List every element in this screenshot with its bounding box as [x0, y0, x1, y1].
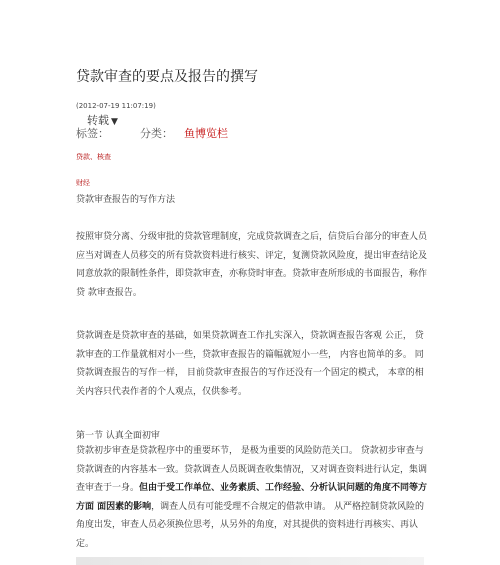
tag-link-loan[interactable]: 贷款	[76, 153, 90, 161]
paragraph-line	[76, 479, 428, 498]
category-link[interactable]: 鱼博览栏	[184, 127, 228, 140]
meta-row	[76, 125, 228, 141]
article-title: 贷款审查的要点及报告的撰写	[76, 69, 258, 85]
paragraph-line: 贷款调查报告的写作一样， 目前贷款审查报告的写作还没有一个固定的模式， 本章的相	[76, 368, 424, 378]
plain-text: ，调查人员有可能受理不合规定的借款申请。 从严格控制贷款风险的	[151, 501, 425, 512]
tags-label: 标签：	[76, 127, 109, 140]
repost-label: 转载	[87, 114, 109, 127]
paragraph-line: 贷款调查是贷款审查的基础，如果贷款调查工作扎实深入，贷款调查报告客观 公正， 贷	[76, 331, 424, 341]
bold-text: 但由于受工作单位、业务素质、工作经验、分析认识问题的角度不同等方	[139, 483, 428, 493]
paragraph-3	[76, 442, 428, 553]
plain-text: 查审查于一身。	[76, 483, 140, 493]
tag-separator: 、	[90, 153, 97, 161]
paragraph-line	[76, 498, 424, 517]
dropdown-arrow-icon: ▼	[111, 117, 118, 127]
paragraph-line: 贷款调查的内容基本一致。贷款调查人员既调查收集情况，又对调查资料进行认定，集调	[76, 464, 428, 475]
faded-text-row	[76, 557, 424, 565]
section-heading-1: 第一节 认真全面初审	[76, 431, 160, 441]
paragraph-line: 按照审贷分离、分级审批的贷款管理制度，完成贷款调查之后，信贷后台部分的审查人员	[76, 232, 428, 242]
article-subtitle: 贷款审查报告的写作方法	[76, 195, 176, 205]
publish-timestamp: (2012-07-19 11:07:19)	[76, 102, 156, 110]
paragraph-line: 角度出发，审查人员必须换位思考，从另外的角度，对其提供的资料进行再核实、再认	[76, 520, 419, 530]
paragraph-line: 应当对调查人员移交的所有贷款资料进行核实、评定，复测贷款风险度，提出审查结论及	[76, 250, 428, 261]
bold-text: 方面 面因素的影响	[76, 501, 152, 512]
paragraph-line: 关内容只代表作者的个人观点，仅供参考。	[76, 386, 248, 397]
category-label: 分类：	[140, 127, 173, 140]
paragraph-1	[76, 228, 428, 302]
paragraph-line: 款审查的工作量就相对小一些，贷款审查报告的篇幅就短小一些， 内容也简单的多。 同	[76, 349, 424, 360]
paragraph-line: 同意放款的限制性条件，即贷款审查，亦称贷时审查。贷款审查所形成的书面报告，称作	[76, 269, 428, 279]
paragraph-line: 贷款初步审查是贷款程序中的重要环节， 是极为重要的风险防范关口。 贷款初步审查与	[76, 446, 424, 456]
paragraph-line: 贷 款审查报告。	[76, 287, 142, 298]
section-tag-link[interactable]: 财经	[76, 179, 90, 187]
tag-list	[76, 152, 111, 162]
paragraph-line: 定。	[76, 538, 95, 549]
tag-link-verify[interactable]: 核查	[97, 153, 111, 161]
paragraph-2	[76, 327, 424, 401]
